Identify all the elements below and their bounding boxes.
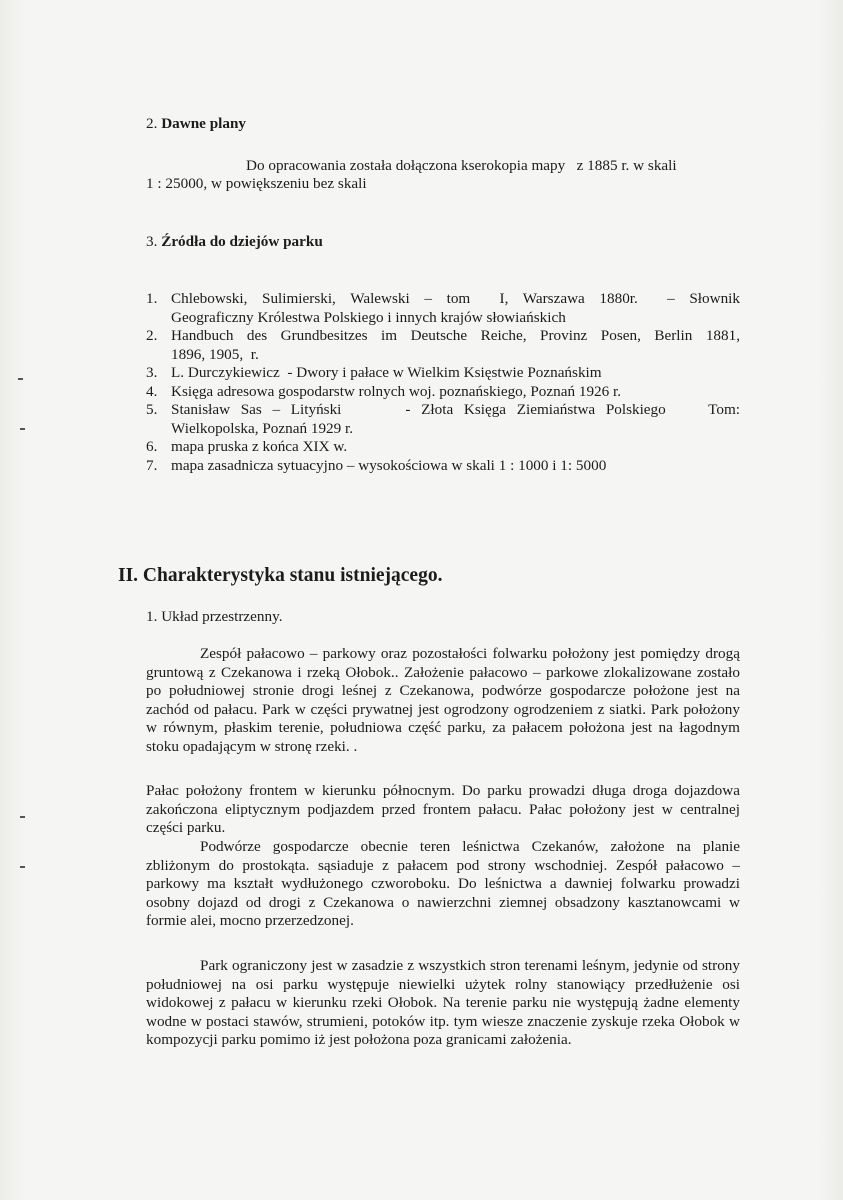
list-item-number: 1. [146,290,158,307]
list-item-number: 4. [146,382,158,400]
list-item-text: Handbuch des Grundbesitzes im Deutsche Reiche, Provinz Posen, Berlin 1881, [171,327,740,344]
section-title: Źródła do dziejów parku [161,233,323,250]
paragraph-4: Park ograniczony jest w zasadzie z wszystkich stron terenami leśnym, jedynie od strony południowej na osi parku występuje niewielki użytek rolny stanowiący przedłużenie osi widokowej z pałacu w kierunku rzeki Ołobok. Na terenie parku nie występują żadne elementy wodne w postaci stawów, strumieni, potoków itp. tym wiesze znaczenie zyskuje rzeka Ołobok w kompozycji parku pomimo iż jest położona poza granicami założenia. [146,957,740,1048]
subsection-title: 1. Układ przestrzenny. [146,608,283,625]
list-item-number: 5. [146,401,158,418]
list-item-text: Stanisław Sas – Lityński - Złota Księga Ziemiaństwa Polskiego Tom: [171,401,740,418]
dawne-plany-line-1: Do opracowania została dołączona kserokopia mapy z 1885 r. w skali [246,157,677,174]
list-item-text: Geograficzny Królestwa Polskiego i innych krajów słowiańskich [171,308,566,326]
list-item-text: Chlebowski, Sulimierski, Walewski – tom I, Warszawa 1880r. – Słownik [171,290,740,307]
list-item-text: 1896, 1905, r. [171,345,259,363]
list-item [146,457,740,476]
chapter-title: II. Charakterystyka stanu istniejącego. [118,565,443,586]
list-item [146,383,740,402]
list-item-text: mapa pruska z końca XIX w. [171,438,348,455]
dawne-plany-line-2: 1 : 25000, w powiększeniu bez skali [146,175,367,192]
section-heading-zrodla [146,233,323,252]
list-item [146,438,740,457]
scan-mark [20,866,25,868]
list-item-text: L. Durczykiewicz - Dwory i pałace w Wielkim Księstwie Poznańskim [171,364,602,381]
scan-mark [18,378,23,380]
sources-list [146,290,740,475]
list-item [146,401,740,438]
scan-mark [20,816,25,818]
list-item-text: Wielkopolska, Poznań 1929 r. [171,419,354,437]
list-item-number: 6. [146,438,158,455]
list-item-text: mapa zasadnicza sytuacyjno – wysokościowa w skali 1 : 1000 i 1: 5000 [171,456,607,474]
list-item-text: Księga adresowa gospodarstw rolnych woj. poznańskiego, Poznań 1926 r. [171,382,622,400]
scan-mark [20,428,25,430]
section-number: 2. [146,115,158,132]
section-heading-dawne-plany [146,115,246,134]
list-item [146,327,740,364]
section-title: Dawne plany [161,115,247,132]
paragraph-1: Zespół pałacowo – parkowy oraz pozostałości folwarku położony jest pomiędzy drogą gruntową z Czekanowa i rzeką Ołobok.. Założenie pałacowo – parkowe zlokalizowane zostało po południowej stronie drogi leśnej z Czekanowa, podwórze gospodarcze położone jest na zachód od pałacu. Park w części prywatnej jest ogrodzony ogrodzeniem z siatki. Park położony w równym, płaskim terenie, południowa część parku, za pałacem położona jest na łagodnym stoku opadającym w stronę rzeki. . [146,645,740,755]
section-number: 3. [146,233,158,250]
list-item [146,290,740,327]
paragraph-3: Podwórze gospodarcze obecnie teren leśnictwa Czekanów, założone na planie zbliżonym do prostokąta. sąsiaduje z pałacem pod strony wschodniej. Zespół pałacowo – parkowy ma kształt wydłużonego czworoboku. Do leśnictwa a dawniej folwarku prowadzi osobny dojazd od drogi z Czekanowa o nawierzchni ziemnej obsadzony kasztanowcami w formie alei, mocno przerzedzonej. [146,838,740,929]
paragraph-2: Pałac położony frontem w kierunku północnym. Do parku prowadzi długa droga dojazdowa zakończona eliptycznym podjazdem przed frontem pałacu. Pałac położony jest w centralnej części parku. [146,782,740,836]
list-item [146,364,740,383]
list-item-number: 2. [146,327,158,344]
list-item-number: 7. [146,456,158,474]
list-item-number: 3. [146,364,158,381]
